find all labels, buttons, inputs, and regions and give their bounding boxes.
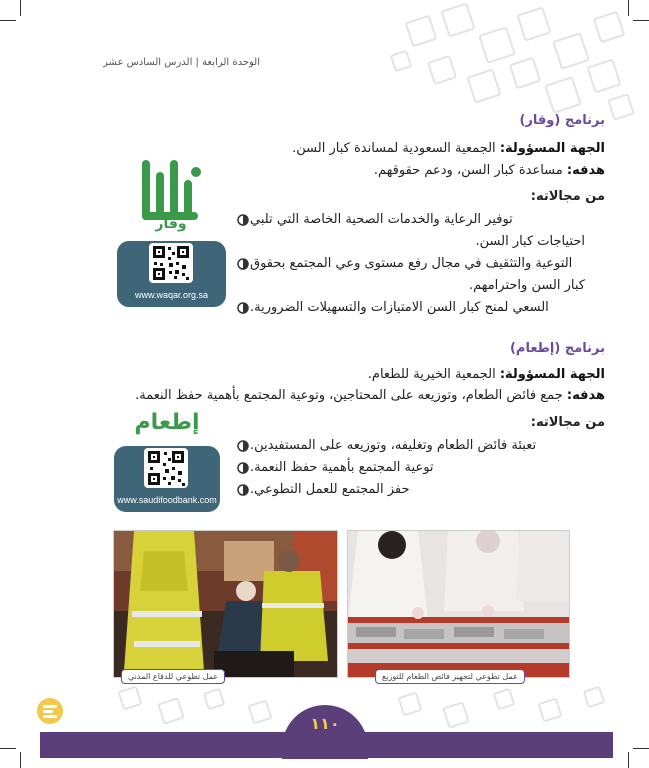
- itaam-url-card[interactable]: [114, 446, 220, 512]
- photo-food-prep: [347, 530, 570, 678]
- waqar-entity-label: الجهة المسؤولة:: [499, 141, 605, 156]
- list-item-text: السعي لمنح كبار السن الامتيازات والتسهيلات الضرورية.: [250, 300, 549, 315]
- bullet-icon: [236, 301, 250, 315]
- list-item: [230, 457, 605, 479]
- waqar-goal-value: مساعدة كبار السن، ودعم حقوقهم.: [373, 163, 567, 178]
- brand-mark-icon: [36, 697, 64, 725]
- caption-food-prep: عمل تطوعي لتجهيز فائض الطعام للتوزيع: [375, 669, 525, 684]
- itaam-goal-value: جمع فائض الطعام، وتوزيعه على المحتاجين، وتوعية المجتمع بأهمية حفظ النعمة.: [135, 388, 567, 403]
- bullet-icon: [236, 439, 250, 453]
- list-item: [230, 435, 605, 457]
- photo-civil-defense: [113, 530, 338, 678]
- waqar-logo-text: وقار: [155, 216, 187, 232]
- waqar-entity-value: الجمعية السعودية لمساندة كبار السن.: [292, 141, 500, 156]
- list-item-continuation: كبار السن واحترامهم.: [468, 278, 585, 293]
- bullet-icon: [236, 257, 250, 271]
- itaam-entity: [150, 364, 605, 386]
- bullet-icon: [236, 461, 250, 475]
- itaam-goal: [90, 385, 605, 407]
- waqar-url[interactable]: www.waqar.org.sa: [134, 290, 209, 300]
- breadcrumb: الوحدة الرابعة | الدرس السادس عشر: [103, 57, 260, 68]
- list-item-text: تعبئة فائض الطعام وتغليفه، وتوزيعه على المستفيدين.: [250, 438, 537, 453]
- list-item: [230, 253, 605, 275]
- list-item-text: حفز المجتمع للعمل التطوعي.: [250, 482, 410, 497]
- caption-civil-defense: عمل تطوعي للدفاع المدني: [121, 669, 225, 684]
- page-number: ١١٠: [310, 714, 340, 733]
- qr-code-icon: [149, 243, 193, 283]
- list-item: [230, 297, 605, 319]
- qr-code-icon: [144, 448, 188, 488]
- list-item-text: التوعية والتثقيف في مجال رفع مستوى وعي المجتمع بحقوق: [250, 256, 573, 271]
- waqar-goal-label: هدفه:: [566, 163, 605, 178]
- list-item-text: توفير الرعاية والخدمات الصحية الخاصة التي تلبي: [250, 212, 513, 227]
- list-item-text: توعية المجتمع بأهمية حفظ النعمة.: [250, 460, 434, 475]
- itaam-title: برنامج (إطعام): [509, 341, 605, 356]
- itaam-logo: إطعام: [134, 410, 200, 435]
- waqar-entity: [150, 138, 605, 160]
- waqar-goal: [150, 160, 605, 182]
- itaam-url[interactable]: www.saudifoodbank.com: [117, 495, 217, 505]
- waqar-bullet-list: [230, 209, 605, 319]
- itaam-fields-title: من مجالاته:: [530, 415, 605, 430]
- bullet-icon: [236, 213, 250, 227]
- waqar-url-card[interactable]: [117, 241, 226, 307]
- list-item-continuation: احتياجات كبار السن.: [475, 234, 585, 249]
- bullet-icon: [236, 483, 250, 497]
- list-item: [230, 479, 605, 501]
- waqar-fields-title: من مجالاته:: [530, 189, 605, 204]
- itaam-entity-value: الجمعية الخيرية للطعام.: [367, 367, 500, 382]
- waqar-title: برنامج (وقار): [519, 113, 605, 128]
- itaam-entity-label: الجهة المسؤولة:: [499, 367, 605, 382]
- itaam-goal-label: هدفه:: [566, 388, 605, 403]
- list-item: [230, 209, 605, 231]
- itaam-bullet-list: [230, 435, 605, 501]
